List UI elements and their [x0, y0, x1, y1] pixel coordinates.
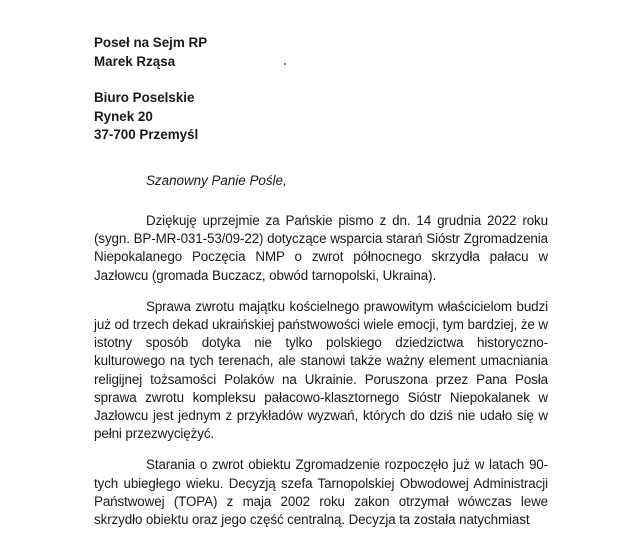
recipient-address	[94, 34, 207, 145]
salutation: Szanowny Panie Pośle,	[146, 173, 287, 188]
body-paragraph-2: Sprawa zwrotu majątku kościelnego prawowitym właścicielom budzi już od trzech dekad ukraińskiej państwowości wiele emocji, tym bardziej, że w istotny sposób dotyka nie tylko polskiego dziedzictwa historyczno-kulturowego na tych terenach, ale stanowi także ważny element umacniania religijnej tożsamości Polaków na Ukrainie. Poruszona przez Pana Posła sprawa zwrotu kompleksu pałacowo-klasztornego Sióstr Niepokalanek w Jazłowcu jest jednym z przykładów wyzwań, których do dziś nie udało się w pełni przezwyciężyć.	[94, 298, 548, 442]
recipient-office: Biuro Poselskie	[94, 90, 195, 105]
recipient-name: Marek Rząsa	[94, 53, 176, 69]
recipient-title: Poseł na Sejm RP	[94, 35, 208, 50]
address-spacer	[94, 71, 207, 89]
scan-speck	[284, 63, 286, 65]
letter-body	[94, 212, 548, 542]
recipient-city: 37-700 Przemyśl	[94, 127, 199, 142]
body-paragraph-1: Dziękuję uprzejmie za Pańskie pismo z dn. 14 grudnia 2022 roku (sygn. BP-MR-031-53/09-22) dotyczące wsparcia starań Sióstr Zgromadzenia Niepokalanego Poczęcia NMP o zwrot północnego skrzydła pałacu w Jazłowcu (gromada Buczacz, obwód tarnopolski, Ukraina).	[94, 213, 548, 283]
body-paragraph-3: Starania o zwrot obiektu Zgromadzenie rozpoczęło już w latach 90-tych ubiegłego wieku. Decyzją szefa Tarnopolskiej Obwodowej Administracji Państwowej (TOPA) z maja 2002 roku zakon otrzymał wówczas lewe skrzydło obiektu oraz jego część centralną. Decyzja ta została natychmiast	[94, 457, 548, 528]
recipient-street: Rynek 20	[94, 108, 153, 124]
